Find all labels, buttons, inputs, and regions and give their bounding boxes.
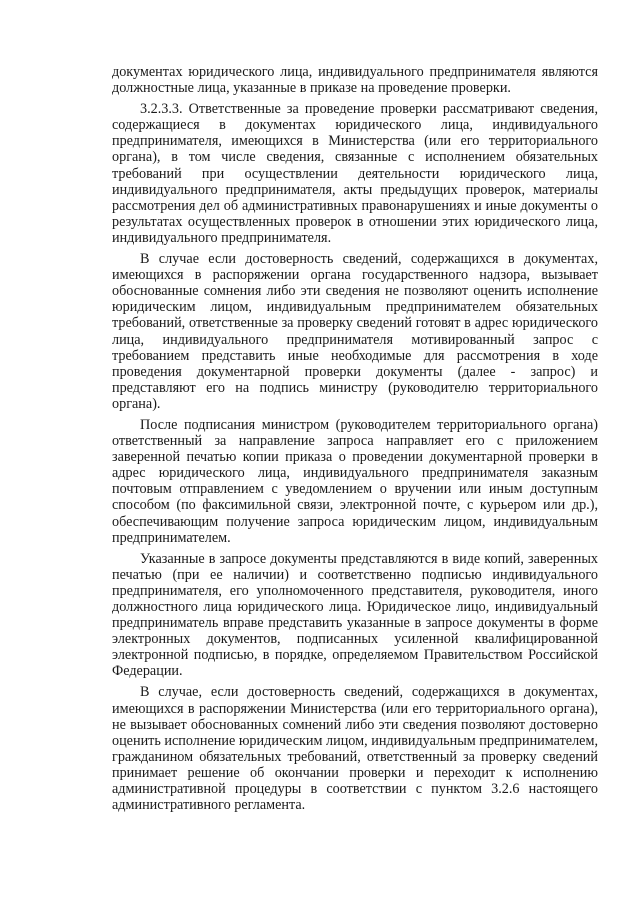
paragraph-request-sending: После подписания министром (руководителем территориального органа) ответственный за направление запроса направляет его с приложением заверенной печатью копии приказа о проведении документарной проверки в адрес юридического лица, индивидуального предпринимателя заказным почтовым отправлением с уведомлением о вручении или иным доступным способом (по факсимильной связи, электронной почте, с курьером или др.), обеспечивающим получение запроса юридическим лицом, индивидуальным предпринимателем. — [112, 416, 598, 546]
paragraph-request-preparation: В случае если достоверность сведений, содержащихся в документах, имеющихся в распоряжении органа государственного надзора, вызывает обоснованные сомнения либо эти сведения не позволяют оценить исполнение юридическим лицом, индивидуальным предпринимателем обязательных требований, ответственные за проверку сведений готовят в адрес юридического лица, индивидуального предпринимателя мотивированный запрос с требованием представить иные необходимые для рассмотрения в ходе проведения документарной проверки документы (далее - запрос) и представляют его на подпись министру (руководителю территориального органа). — [112, 251, 598, 412]
document-page — [112, 64, 598, 818]
paragraph-3-2-3-3: 3.2.3.3. Ответственные за проведение проверки рассматривают сведения, содержащиеся в документах юридического лица, индивидуального предпринимателя, имеющихся в Министерства (или его территориального органа), в том числе сведения, связанные с исполнением обязательных требований при осуществлении деятельности юридического лица, индивидуального предпринимателя, акты предыдущих проверок, материалы рассмотрения дел об административных правонарушениях и иные документы о результатах осуществленных проверок в отношении этих юридического лица, индивидуального предпринимателя. — [112, 101, 598, 246]
paragraph-continuation: документах юридического лица, индивидуального предпринимателя являются должностные лица, указанные в приказе на проведение проверки. — [112, 64, 598, 97]
paragraph-verification-end: В случае, если достоверность сведений, содержащихся в документах, имеющихся в распоряжении Министерства (или его территориального органа), не вызывает обоснованных сомнений либо эти сведения позволяют достоверно оценить исполнение юридическим лицом, индивидуальным предпринимателем, гражданином обязательных требований, ответственный за проверку сведений принимает решение об окончании проверки и переходит к исполнению административной процедуры в соответствии с пунктом 3.2.6 настоящего административного регламента. — [112, 684, 598, 814]
paragraph-documents-submission: Указанные в запросе документы представляются в виде копий, заверенных печатью (при ее наличии) и соответственно подписью индивидуального предпринимателя, его уполномоченного представителя, руководителя, иного должностного лица юридического лица. Юридическое лицо, индивидуальный предприниматель вправе представить указанные в запросе документы в форме электронных документов, подписанных усиленной квалифицированной электронной подписью, в порядке, определяемом Правительством Российской Федерации. — [112, 550, 598, 680]
